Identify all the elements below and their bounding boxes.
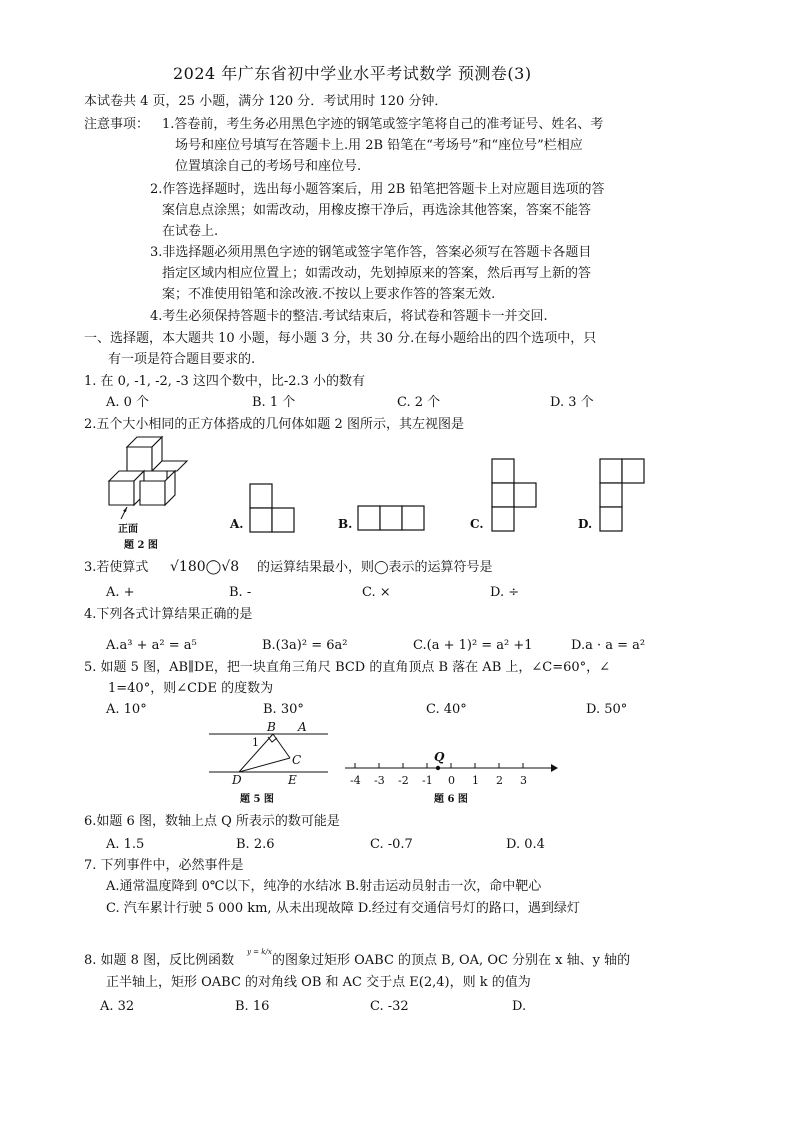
figure-6-tick-label: 2 bbox=[496, 774, 503, 787]
question-2-option-d-view bbox=[600, 459, 650, 539]
question-5-stem: 1=40°，则∠CDE 的度数为 bbox=[108, 681, 274, 696]
question-2-option-c-view bbox=[492, 459, 542, 539]
notice-line: 位置填涂自己的考场号和座位号. bbox=[175, 159, 362, 174]
figure-5-label-a: A bbox=[298, 720, 307, 734]
question-8-stem-end: 的图象过矩形 OABC 的顶点 B, OA, OC 分别在 x 轴、y 轴的 bbox=[272, 953, 631, 968]
question-1-option-a: A. 0 个 bbox=[106, 395, 150, 410]
figure-6-tick-label: -2 bbox=[398, 774, 409, 787]
figure-6-caption: 题 6 图 bbox=[434, 794, 468, 805]
figure-5-label-d: D bbox=[232, 773, 242, 787]
notice-line: 3.非选择题必须用黑色字迹的钢笔或签字笔作答，答案必须写在答题卡各题目 bbox=[150, 245, 592, 260]
question-2-stem: 2.五个大小相同的正方体搭成的几何体如题 2 图所示，其左视图是 bbox=[84, 417, 464, 432]
question-5-stem: 5. 如题 5 图，AB∥DE，把一块直角三角尺 BCD 的直角顶点 B 落在 AB 上，∠C=60°，∠ bbox=[84, 660, 611, 675]
question-3-option-d: D. ÷ bbox=[490, 585, 520, 600]
question-8-option-b: B. 16 bbox=[235, 999, 270, 1014]
question-8-option-c: C. -32 bbox=[370, 999, 409, 1014]
question-5-option-b: B. 30° bbox=[263, 702, 304, 717]
front-label: 正面 bbox=[118, 524, 138, 535]
question-1-stem: 1. 在 0, -1, -2, -3 这四个数中，比-2.3 小的数有 bbox=[84, 374, 366, 389]
figure-6-tick-label: -3 bbox=[374, 774, 385, 787]
notice-line: 4.考生必须保持答题卡的整洁.考试结束后，将试卷和答题卡一并交回. bbox=[150, 309, 548, 324]
figure-6-tick-label: -4 bbox=[350, 774, 361, 787]
exam-intro: 本试卷共 4 页，25 小题，满分 120 分．考试用时 120 分钟． bbox=[84, 94, 448, 109]
question-5-option-a: A. 10° bbox=[106, 702, 147, 717]
question-6-option-b: B. 2.6 bbox=[236, 837, 275, 852]
question-3-option-c: C. × bbox=[362, 585, 391, 600]
question-6-option-a: A. 1.5 bbox=[106, 837, 145, 852]
figure-6-tick-label: -1 bbox=[422, 774, 433, 787]
figure-6-tick-label: 0 bbox=[448, 774, 455, 787]
question-4-stem: 4.下列各式计算结果正确的是 bbox=[84, 607, 253, 622]
notice-line: 案；不准使用铅笔和涂改液.不按以上要求作答的答案无效. bbox=[162, 287, 496, 302]
question-4-option-a: A.a³ + a² = a⁵ bbox=[106, 638, 197, 653]
figure-6-tick-label: 1 bbox=[472, 774, 479, 787]
question-3-option-a: A. + bbox=[106, 585, 135, 600]
question-2-option-b-letter: B. bbox=[338, 517, 353, 531]
question-6-option-c: C. -0.7 bbox=[370, 837, 413, 852]
page-title: 2024 年广东省初中学业水平考试数学 预测卷(3) bbox=[173, 64, 532, 83]
notice-label: 注意事项： bbox=[84, 117, 150, 132]
section-heading: 一、选择题，本大题共 10 小题，每小题 3 分，共 30 分.在每小题给出的四个选项中，只 bbox=[84, 331, 597, 346]
question-7-stem: 7. 下列事件中，必然事件是 bbox=[84, 858, 244, 873]
question-2-solid-figure bbox=[105, 437, 185, 542]
question-2-option-d-letter: D. bbox=[578, 517, 593, 531]
question-8-function: y = k/x bbox=[247, 948, 272, 956]
question-6-stem: 6.如题 6 图，数轴上点 Q 所表示的数可能是 bbox=[84, 814, 340, 829]
figure-5-caption: 题 5 图 bbox=[240, 794, 274, 805]
section-heading: 有一项是符合题目要求的. bbox=[108, 352, 256, 367]
figure-5-label-angle-1: 1 bbox=[252, 736, 259, 749]
question-4-option-c: C.(a + 1)² = a² +1 bbox=[413, 638, 533, 653]
figure-2-caption: 题 2 图 bbox=[124, 540, 158, 551]
notice-line: 1.答卷前，考生务必用黑色字迹的钢笔或签字笔将自己的准考证号、姓名、考 bbox=[162, 117, 604, 132]
question-3-expression: √180◯√8 bbox=[170, 559, 240, 575]
question-4-option-b: B.(3a)² = 6a² bbox=[262, 638, 348, 653]
figure-5-label-b: B bbox=[267, 720, 276, 734]
notice-line: 在试卷上. bbox=[162, 224, 219, 239]
question-2-option-b-view bbox=[358, 506, 438, 536]
question-6-option-d: D. 0.4 bbox=[506, 837, 545, 852]
question-7-options-line-1: A.通常温度降到 0℃以下，纯净的水结冰 B.射击运动员射击一次，命中靶心 bbox=[106, 879, 542, 894]
figure-6-point-q: Q bbox=[434, 750, 445, 764]
question-8-stem-start: 8. 如题 8 图，反比例函数 bbox=[84, 953, 235, 968]
notice-line: 指定区域内相应位置上；如需改动，先划掉原来的答案，然后再写上新的答 bbox=[162, 266, 592, 281]
question-1-option-c: C. 2 个 bbox=[397, 395, 441, 410]
question-1-option-b: B. 1 个 bbox=[252, 395, 296, 410]
question-2-option-a-view bbox=[250, 484, 300, 534]
question-2-option-c-letter: C. bbox=[470, 517, 484, 531]
figure-5-label-c: C bbox=[292, 753, 302, 767]
question-5-option-c: C. 40° bbox=[426, 702, 467, 717]
notice-line: 场号和座位号填写在答题卡上.用 2B 铅笔在“考场号”和“座位号”栏相应 bbox=[175, 138, 583, 153]
question-8-option-d: D. bbox=[512, 999, 527, 1014]
figure-5-label-e: E bbox=[288, 773, 297, 787]
question-4-option-d: D.a · a = a² bbox=[571, 638, 646, 653]
question-1-option-d: D. 3 个 bbox=[550, 395, 594, 410]
question-3-stem-end: 的运算结果最小，则◯表示的运算符号是 bbox=[257, 560, 493, 575]
notice-line: 案信息点涂黑；如需改动，用橡皮擦干净后，再选涂其他答案，答案不能答 bbox=[162, 203, 592, 218]
question-5-option-d: D. 50° bbox=[586, 702, 628, 717]
question-3-option-b: B. - bbox=[229, 585, 252, 600]
question-3-stem-start: 3.若使算式 bbox=[84, 560, 149, 575]
question-8-stem: 正半轴上，矩形 OABC 的对角线 OB 和 AC 交于点 E(2,4)，则 k 的值为 bbox=[106, 975, 531, 990]
question-8-option-a: A. 32 bbox=[100, 999, 135, 1014]
question-2-option-a-letter: A. bbox=[230, 517, 244, 531]
question-7-options-line-2: C. 汽车累计行驶 5 000 km, 从未出现故障 D.经过有交通信号灯的路口，遇到绿灯 bbox=[106, 901, 580, 916]
figure-6-tick-label: 3 bbox=[520, 774, 527, 787]
notice-line: 2.作答选择题时，选出每小题答案后，用 2B 铅笔把答题卡上对应题目选项的答 bbox=[150, 182, 605, 197]
